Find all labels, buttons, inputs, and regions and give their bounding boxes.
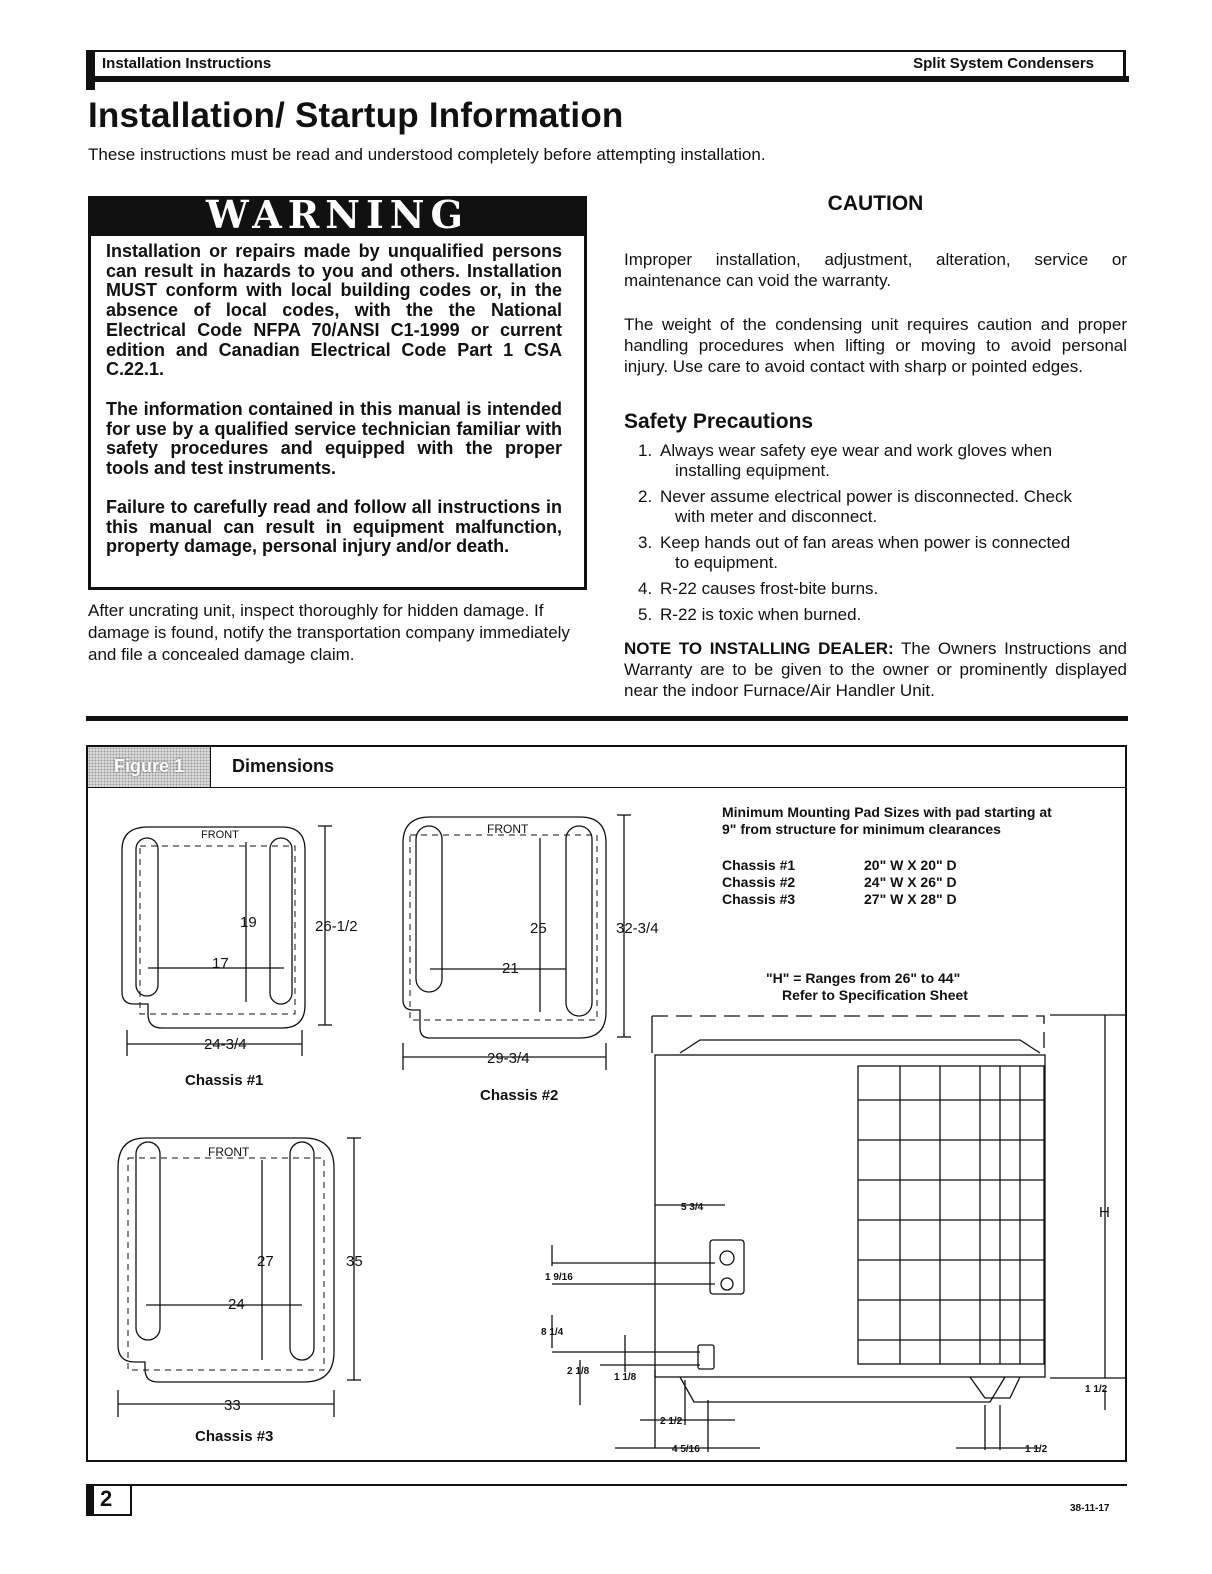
document-number: 38-11-17	[1070, 1503, 1110, 1514]
pad-title-line-1: Minimum Mounting Pad Sizes with pad starting at	[722, 804, 1052, 820]
warning-title: WARNING	[205, 192, 469, 237]
chassis-1-width: 24-3/4	[204, 1036, 247, 1053]
safety-item-continuation: installing equipment.	[675, 461, 830, 480]
pad-chassis-2: Chassis #2	[722, 874, 796, 890]
dim-1-1-8: 1 1/8	[614, 1372, 637, 1383]
safety-item-continuation: with meter and disconnect.	[675, 507, 878, 526]
dim-4-5-16: 4 5/16	[672, 1444, 700, 1455]
h-ref-text: Refer to Specification Sheet	[782, 987, 968, 1003]
warning-paragraph-3: Failure to carefully read and follow all instructions in this manual can result in equipment malfunction, property damage, personal injury and/or death.	[106, 497, 562, 557]
chassis-2-depth: 32-3/4	[616, 920, 659, 937]
safety-item-text: Keep hands out of fan areas when power is connected	[660, 533, 1071, 552]
page-number: 2	[100, 1486, 113, 1511]
warning-paragraph-1: Installation or repairs made by unqualified persons can result in hazards to you and others. Installation MUST conform with local building codes or, in the absence of local codes, with the the National Electrical Code NFPA 70/ANSI C1-1999 or current edition and Canadian Electrical Code Part 1 CSA C.22.1.	[106, 241, 562, 380]
dim-2-1-8: 2 1/8	[567, 1366, 590, 1377]
safety-item-number: 2.	[638, 487, 653, 506]
safety-item-text: R-22 causes frost-bite burns.	[660, 579, 879, 598]
h-range-text: "H" = Ranges from 26" to 44"	[766, 970, 961, 986]
header-right-text: Split System Condensers	[913, 55, 1094, 72]
footer-rule	[86, 1484, 1127, 1486]
header-left-text: Installation Instructions	[102, 55, 272, 72]
chassis-3-outline	[118, 1138, 361, 1417]
caution-paragraph-2: The weight of the condensing unit requires caution and proper handling procedures when lifting or moving to avoid personal injury. Use care to avoid contact with sharp or pointed edges.	[624, 315, 1127, 376]
safety-item-continuation: to equipment.	[675, 553, 779, 572]
dim-1-9-16: 1 9/16	[545, 1272, 573, 1283]
chassis-2-outline	[403, 815, 631, 1070]
figure-tab-label: Figure 1	[113, 756, 184, 776]
dim-8-1-4: 8 1/4	[541, 1327, 564, 1338]
chassis-3-inner-width: 24	[228, 1296, 245, 1313]
chassis-1-inner-height: 19	[240, 914, 257, 931]
chassis-1-label: Chassis #1	[185, 1072, 264, 1089]
page-title: Installation/ Startup Information	[88, 96, 624, 135]
safety-item-number: 5.	[638, 605, 653, 624]
safety-item-number: 4.	[638, 579, 653, 598]
chassis-2-width: 29-3/4	[487, 1050, 530, 1067]
figure-caption: Dimensions	[232, 756, 335, 776]
chassis-2-label: Chassis #2	[480, 1087, 559, 1104]
chassis-2-inner-height: 25	[530, 920, 547, 937]
pad-chassis-1: Chassis #1	[722, 857, 796, 873]
pad-size-2: 24" W X 26" D	[864, 874, 957, 890]
pad-title-line-2: 9" from structure for minimum clearances	[722, 821, 1001, 837]
safety-item-text: Never assume electrical power is disconnected. Check	[660, 487, 1072, 506]
chassis-2-front-label: FRONT	[487, 822, 529, 836]
pad-size-1: 20" W X 20" D	[864, 857, 957, 873]
intro-text: These instructions must be read and understood completely before attempting installation.	[88, 145, 766, 164]
after-uncrating-text: After uncrating unit, inspect thoroughly for hidden damage. If damage is found, notify the transportation company immediately and file a concealed damage claim.	[88, 601, 570, 664]
unit-side-elevation	[552, 1015, 1125, 1452]
safety-item-text: Always wear safety eye wear and work gloves when	[660, 441, 1053, 460]
dim-base-1-1-2: 1 1/2	[1025, 1444, 1048, 1455]
dealer-note-text: The Owners Instructions and Warranty are to be given to the owner or prominently displayed near the indoor Furnace/Air Handler Unit.	[624, 639, 1127, 700]
safety-item-number: 1.	[638, 441, 653, 460]
chassis-3-label: Chassis #3	[195, 1428, 274, 1445]
chassis-3-depth: 35	[346, 1253, 363, 1270]
pad-chassis-3: Chassis #3	[722, 891, 796, 907]
height-h-label: H	[1099, 1204, 1110, 1221]
chassis-2-inner-width: 21	[502, 960, 519, 977]
warning-paragraph-2: The information contained in this manual is intended for use by a qualified service technician familiar with safety procedures and equipped with the proper tools and test instruments.	[106, 399, 562, 479]
safety-item-number: 3.	[638, 533, 653, 552]
caution-paragraph-1: Improper installation, adjustment, alteration, service or maintenance can void the warranty.	[624, 250, 1127, 290]
dim-foot-1-1-2: 1 1/2	[1085, 1384, 1108, 1395]
safety-item-text: R-22 is toxic when burned.	[660, 605, 862, 624]
safety-title: Safety Precautions	[624, 410, 814, 433]
chassis-1-front-label: FRONT	[201, 829, 239, 841]
chassis-1-inner-width: 17	[212, 955, 229, 972]
dealer-note-label: NOTE TO INSTALLING DEALER:	[624, 639, 894, 658]
chassis-3-width: 33	[224, 1397, 241, 1414]
chassis-3-inner-height: 27	[257, 1253, 274, 1270]
dim-2-1-2: 2 1/2	[660, 1416, 683, 1427]
caution-title: CAUTION	[827, 192, 924, 215]
chassis-3-front-label: FRONT	[208, 1145, 250, 1159]
pad-size-3: 27" W X 28" D	[864, 891, 957, 907]
chassis-1-outline	[122, 826, 332, 1056]
chassis-1-depth: 26-1/2	[315, 918, 358, 935]
dim-5-3-4: 5 3/4	[681, 1202, 704, 1213]
page-number-bar	[86, 1486, 94, 1516]
